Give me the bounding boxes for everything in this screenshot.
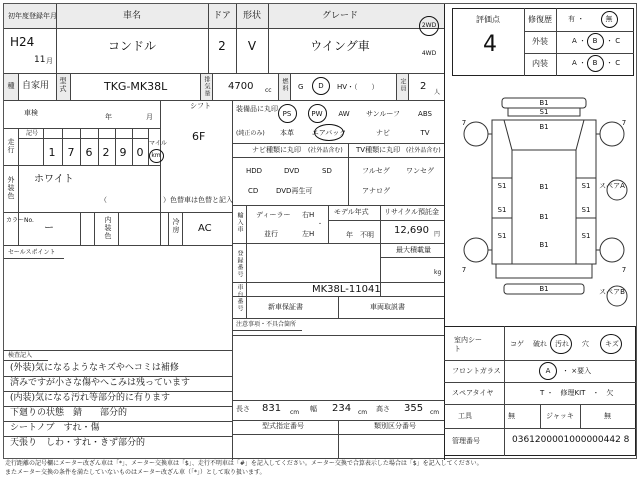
diagram-7: 7 — [621, 119, 627, 127]
capacity-unit: 人 — [434, 89, 441, 96]
diagram-b1: B1 — [539, 213, 549, 221]
import-label: 輸入車 — [236, 212, 243, 233]
diagram-s1: S1 — [539, 108, 549, 116]
diagram-7: 7 — [621, 266, 627, 274]
equip-abs: ABS — [418, 110, 432, 118]
height-label: 高さ — [376, 405, 390, 413]
chassis-no-label: 車台番号 — [236, 284, 243, 312]
equip-navi: ナビ — [376, 129, 390, 137]
inspector-line: (内装)気になる汚れ等部分的に有ります — [10, 393, 171, 403]
chassis-no: MK38L-11041 — [312, 284, 381, 295]
navi-dvd-play: DVD再生可 — [276, 187, 313, 195]
4wd-label: 4WD — [421, 50, 437, 57]
mileage-digit: 7 — [67, 146, 75, 159]
trim-label: 内装色 — [104, 216, 112, 240]
equip-ps: PS — [282, 110, 292, 118]
shape-value: V — [247, 39, 257, 53]
diagram-spare-b: スペアB — [599, 288, 625, 296]
navi-cd: CD — [248, 187, 259, 195]
equip-aw: AW — [338, 110, 350, 118]
reg-year-label: 初年度登録年月 — [8, 12, 57, 20]
int-a: A ・ — [572, 59, 587, 67]
disp-label: 排気量 — [203, 76, 210, 97]
inspector-line: 下廻りの状態 錆 部分的 — [10, 408, 128, 418]
recycle-unit: 円 — [434, 231, 441, 238]
seat-label: 室内シート — [454, 336, 482, 354]
length-label: 長さ — [236, 405, 250, 413]
fuel-label: 燃料 — [281, 78, 288, 92]
inspector-line: 天張り しわ・すれ・きず部分的 — [10, 438, 146, 448]
car-kind-label: 種 — [7, 82, 15, 90]
car-name: コンドル — [107, 39, 157, 53]
diagram-7: 7 — [461, 119, 467, 127]
notes-label: 注意事項・不具合箇所 — [236, 321, 297, 328]
color-value: ホワイト — [34, 174, 74, 185]
width-value: 234 — [332, 403, 352, 414]
jack-value: 無 — [604, 412, 611, 420]
diagram-s1: S1 — [497, 182, 507, 190]
mileage-digit: 1 — [48, 146, 56, 159]
doors-value: 2 — [218, 39, 226, 53]
diagram-s1: S1 — [581, 232, 591, 240]
diagram-7: 7 — [461, 266, 467, 274]
ac-value: AC — [198, 223, 212, 234]
score-value: 4 — [483, 32, 497, 57]
seat-opt: 穴 — [582, 340, 589, 348]
car-damage-diagram — [452, 88, 636, 320]
ac-label: 冷房 — [172, 218, 180, 234]
cert-label: 登録番号 — [236, 250, 243, 278]
equip-tv: TV — [420, 129, 430, 137]
glass-a: A — [545, 367, 551, 375]
length-unit: cm — [290, 409, 300, 416]
car-kind-value: 自家用 — [22, 81, 50, 91]
recycle-value: 12,690 — [394, 225, 429, 236]
diagram-b1: B1 — [539, 123, 549, 131]
int-b: B — [592, 59, 598, 67]
manual: 車両取説書 — [370, 303, 405, 311]
2wd-label: 2WD — [421, 22, 437, 29]
jack-label: ジャッキ — [546, 412, 574, 420]
chassis-label: 車検 — [24, 109, 38, 117]
height-value: 355 — [404, 403, 424, 414]
diagram-b1: B1 — [539, 183, 549, 191]
inspector-label: 検査記入 — [8, 352, 33, 359]
int-label: 内装 — [532, 59, 548, 68]
tv-kind-label: TV種類に丸印 — [356, 146, 401, 154]
mileage-digit: 2 — [102, 146, 110, 159]
tv-kind-note: (社外品含む) — [406, 147, 441, 154]
glass-label: フロントガラス — [452, 367, 501, 375]
equip-sunroof: サンルーフ — [365, 110, 401, 118]
type-cert-label: 型式指定番号 — [262, 422, 304, 430]
mileage-digit: 0 — [136, 146, 144, 159]
model-year-value: 年 不明 — [346, 231, 374, 239]
recycle-label: リサイクル預託金 — [384, 208, 440, 216]
diagram-s1: S1 — [497, 206, 507, 214]
tv-analog: アナログ — [362, 187, 390, 195]
mgmt-label: 管理番号 — [452, 437, 480, 445]
diagram-s1: S1 — [581, 182, 591, 190]
mileage-digit: 9 — [119, 146, 127, 159]
diagram-b1: B1 — [539, 241, 549, 249]
equip-leather: 本革 — [280, 129, 294, 137]
dot: ・ — [317, 221, 324, 228]
import-left: 左H — [302, 230, 315, 238]
ext-label: 外装 — [532, 37, 548, 46]
loading-label: 最大積載量 — [396, 246, 431, 254]
grade-value: ウイング車 — [310, 39, 370, 53]
inspector-line: (外装)気になるようなキズやヘコミは補修 — [10, 363, 179, 373]
color-no-value: ー — [44, 223, 54, 234]
navi-sd: SD — [322, 167, 332, 175]
loading-unit: kg — [434, 269, 442, 276]
capacity-label: 定員 — [399, 78, 406, 92]
footer-line1: 走行距離の記号欄にメーター改ざん車は「*」、メーター交換車は「$」、走行不明車は「#」を記入してください。メーター交換で合算表示した場合は「$」を記入してください。 — [5, 460, 483, 467]
int-c: ・ C — [606, 59, 621, 67]
navi-hdd: HDD — [246, 167, 263, 175]
equip-label: 装備品に丸印 — [236, 105, 278, 113]
reg-month-unit: 月 — [46, 57, 53, 65]
length-value: 831 — [262, 403, 282, 414]
repair-opts: 有 ・ — [568, 15, 585, 23]
chassis-month-label: 月 — [146, 113, 153, 121]
tools-label: 工具 — [458, 412, 472, 420]
seat-opt: キズ — [605, 340, 619, 348]
seat-opt: 汚れ — [555, 340, 569, 348]
width-unit: cm — [358, 409, 368, 416]
grade-label: グレード — [321, 11, 359, 21]
color-label: 外装色 — [7, 176, 15, 200]
ext-a: A ・ — [572, 37, 587, 45]
width-label: 幅 — [310, 405, 317, 413]
capacity: 2 — [420, 81, 427, 92]
fuel-g: G — [298, 83, 304, 91]
class-label: 類別区分番号 — [374, 422, 416, 430]
seat-opt: 破れ — [533, 340, 547, 348]
color-note: （ ）色替車は色替と記入 — [100, 196, 233, 204]
seat-opt: コゲ — [510, 340, 524, 348]
car-name-label: 車名 — [122, 11, 142, 21]
inspector-line: シートノブ すれ・傷 — [10, 423, 100, 433]
tools-value: 無 — [508, 412, 515, 420]
score-label: 評価点 — [476, 15, 500, 24]
reg-era: H24 — [10, 35, 35, 49]
shift-label: シフト — [190, 102, 211, 110]
import-dealer: ディーラー — [256, 211, 291, 219]
mile-label: マイル — [149, 140, 167, 147]
sales-point-label: セールスポイント — [8, 249, 56, 256]
glass-rest: ・ ×要入 — [562, 367, 592, 375]
diagram-s1: S1 — [581, 206, 591, 214]
color-no-label: カラーNo. — [6, 217, 34, 224]
navi-kind-note: (社外品含む) — [308, 147, 343, 154]
inspector-line: 済みですが小さな傷やへこみは残っています — [10, 378, 191, 388]
fuel-d: D — [318, 82, 324, 90]
mileage-digit: 6 — [85, 146, 93, 159]
navi-dvd: DVD — [284, 167, 300, 175]
shape-label: 形状 — [242, 11, 262, 21]
spare-label: スペアタイヤ — [452, 389, 494, 397]
model-code: TKG-MK38L — [104, 80, 168, 93]
height-unit: cm — [430, 409, 440, 416]
new-warranty: 新車保証書 — [268, 303, 303, 311]
ext-c: ・ C — [606, 37, 621, 45]
import-parallel: 並行 — [264, 230, 278, 238]
diagram-spare-a: スペアA — [599, 182, 625, 190]
equip-pw: PW — [311, 110, 323, 118]
model-year-label: モデル年式 — [334, 208, 369, 216]
digits-label: 記号 — [26, 130, 39, 137]
displacement: 4700 — [228, 81, 254, 92]
fuel-hv: HV・（ ） — [337, 83, 379, 91]
repair-label: 修復歴 — [528, 15, 552, 24]
reg-month: 11 — [34, 55, 46, 65]
import-right: 右H — [302, 211, 315, 219]
cc-unit: cc — [265, 87, 272, 94]
type-label: 型式 — [59, 77, 67, 93]
footer-line2: またメーター交換の条件を満たしていないものはメーター改ざん車（「*」）として取り扱います。 — [5, 469, 266, 476]
shift-value: 6F — [192, 130, 206, 143]
chassis-year-label: 年 — [105, 113, 112, 121]
spare-opts: T ・ 修理KIT ・ 欠 — [540, 389, 614, 397]
equip-sublabel: (純正のみ) — [236, 130, 265, 137]
diagram-b1: B1 — [539, 99, 549, 107]
mgmt-number: 0361200001000000442 8 — [512, 435, 630, 445]
tv-oneseg: ワンセグ — [406, 167, 434, 175]
diagram-b1: B1 — [539, 285, 549, 293]
doors-label: ドア — [213, 11, 231, 21]
navi-kind-label: ナビ種類に丸印 — [252, 146, 301, 154]
diagram-s1: S1 — [497, 232, 507, 240]
mileage-label: 走行 — [7, 138, 15, 154]
km-label: km — [151, 152, 161, 159]
tv-fullseg: フルセグ — [362, 167, 390, 175]
equip-airbag: エアバック — [311, 129, 347, 137]
repair-none: 無 — [605, 15, 613, 23]
ext-b: B — [592, 37, 598, 45]
